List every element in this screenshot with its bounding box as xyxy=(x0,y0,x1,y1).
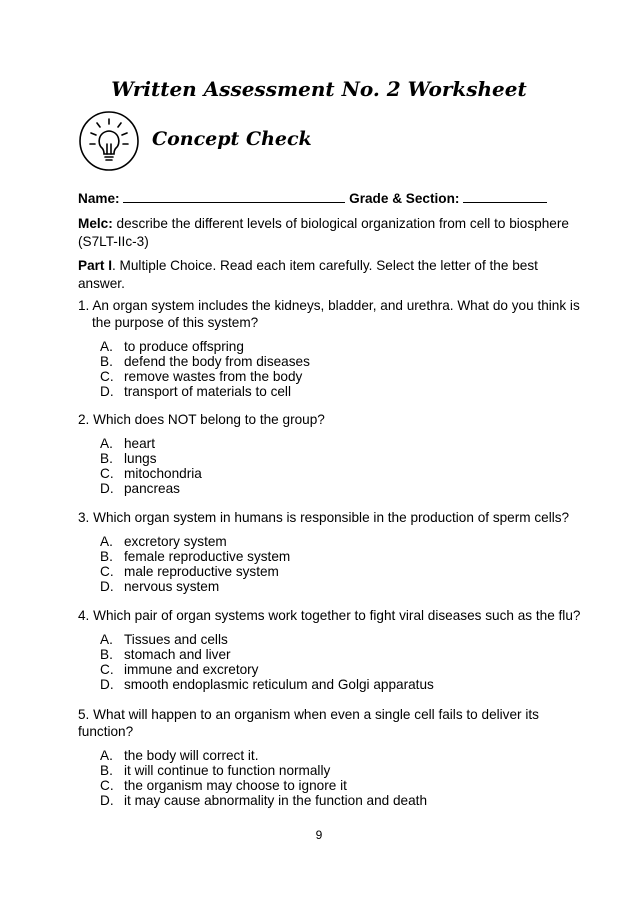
part-text: . Multiple Choice. Read each item carefully. Select the letter of the best xyxy=(112,258,538,273)
option-c[interactable]: C. remove wastes from the body xyxy=(100,369,303,384)
question-4-options xyxy=(100,632,434,692)
worksheet-title: Written Assessment No. 2 Worksheet xyxy=(111,77,527,101)
name-blank[interactable] xyxy=(123,190,345,203)
option-a[interactable]: A. excretory system xyxy=(100,534,227,549)
name-label: Name: xyxy=(78,191,120,206)
option-d[interactable]: D. pancreas xyxy=(100,481,180,496)
page-number: 9 xyxy=(315,828,323,842)
melc-text: describe the different levels of biological organization from cell to biosphere xyxy=(112,216,569,231)
option-d[interactable]: D. nervous system xyxy=(100,579,220,594)
option-d[interactable]: D. it may cause abnormality in the function and death xyxy=(100,793,428,808)
melc-label: Melc: xyxy=(78,216,113,231)
option-d[interactable]: D. smooth endoplasmic reticulum and Golgi apparatus xyxy=(100,677,434,692)
option-c[interactable]: C. immune and excretory xyxy=(100,662,259,677)
grade-blank[interactable] xyxy=(463,190,547,203)
part-instructions xyxy=(78,258,538,274)
option-a[interactable]: A. to produce offspring xyxy=(100,339,244,354)
option-a[interactable]: A. heart xyxy=(100,436,155,451)
section-subtitle: Concept Check xyxy=(152,128,312,150)
option-c[interactable]: C. male reproductive system xyxy=(100,564,279,579)
option-b[interactable]: B. stomach and liver xyxy=(100,647,231,662)
question-1-text-cont: the purpose of this system? xyxy=(92,315,259,330)
part-instructions-cont: answer. xyxy=(78,276,125,291)
question-5-text: 5. What will happen to an organism when even a single cell fails to deliver its xyxy=(78,707,539,722)
question-2-text: 2. Which does NOT belong to the group? xyxy=(78,412,325,427)
melc-line xyxy=(78,216,569,232)
question-3-text: 3. Which organ system in humans is responsible in the production of sperm cells? xyxy=(78,510,570,525)
lightbulb-icon xyxy=(78,110,140,172)
melc-code: (S7LT-IIc-3) xyxy=(78,234,149,249)
question-5-options xyxy=(100,748,427,808)
part-label: Part I xyxy=(78,258,112,273)
question-4-text: 4. Which pair of organ systems work together to fight viral diseases such as the flu? xyxy=(78,608,581,623)
grade-label: Grade & Section: xyxy=(349,191,460,206)
option-b[interactable]: B. it will continue to function normally xyxy=(100,763,331,778)
option-c[interactable]: C. mitochondria xyxy=(100,466,202,481)
option-b[interactable]: B. lungs xyxy=(100,451,157,466)
option-d[interactable]: D. transport of materials to cell xyxy=(100,384,291,399)
question-5-text-cont: function? xyxy=(78,724,134,739)
question-2-options xyxy=(100,436,202,496)
question-1-options xyxy=(100,339,310,399)
option-b[interactable]: B. female reproductive system xyxy=(100,549,291,564)
question-1-text: 1. An organ system includes the kidneys, bladder, and urethra. What do you think is xyxy=(78,298,580,313)
option-b[interactable]: B. defend the body from diseases xyxy=(100,354,310,369)
question-3-options xyxy=(100,534,290,594)
option-c[interactable]: C. the organism may choose to ignore it xyxy=(100,778,347,793)
name-grade-line xyxy=(78,190,547,207)
option-a[interactable]: A. Tissues and cells xyxy=(100,632,228,647)
option-a[interactable]: A. the body will correct it. xyxy=(100,748,259,763)
